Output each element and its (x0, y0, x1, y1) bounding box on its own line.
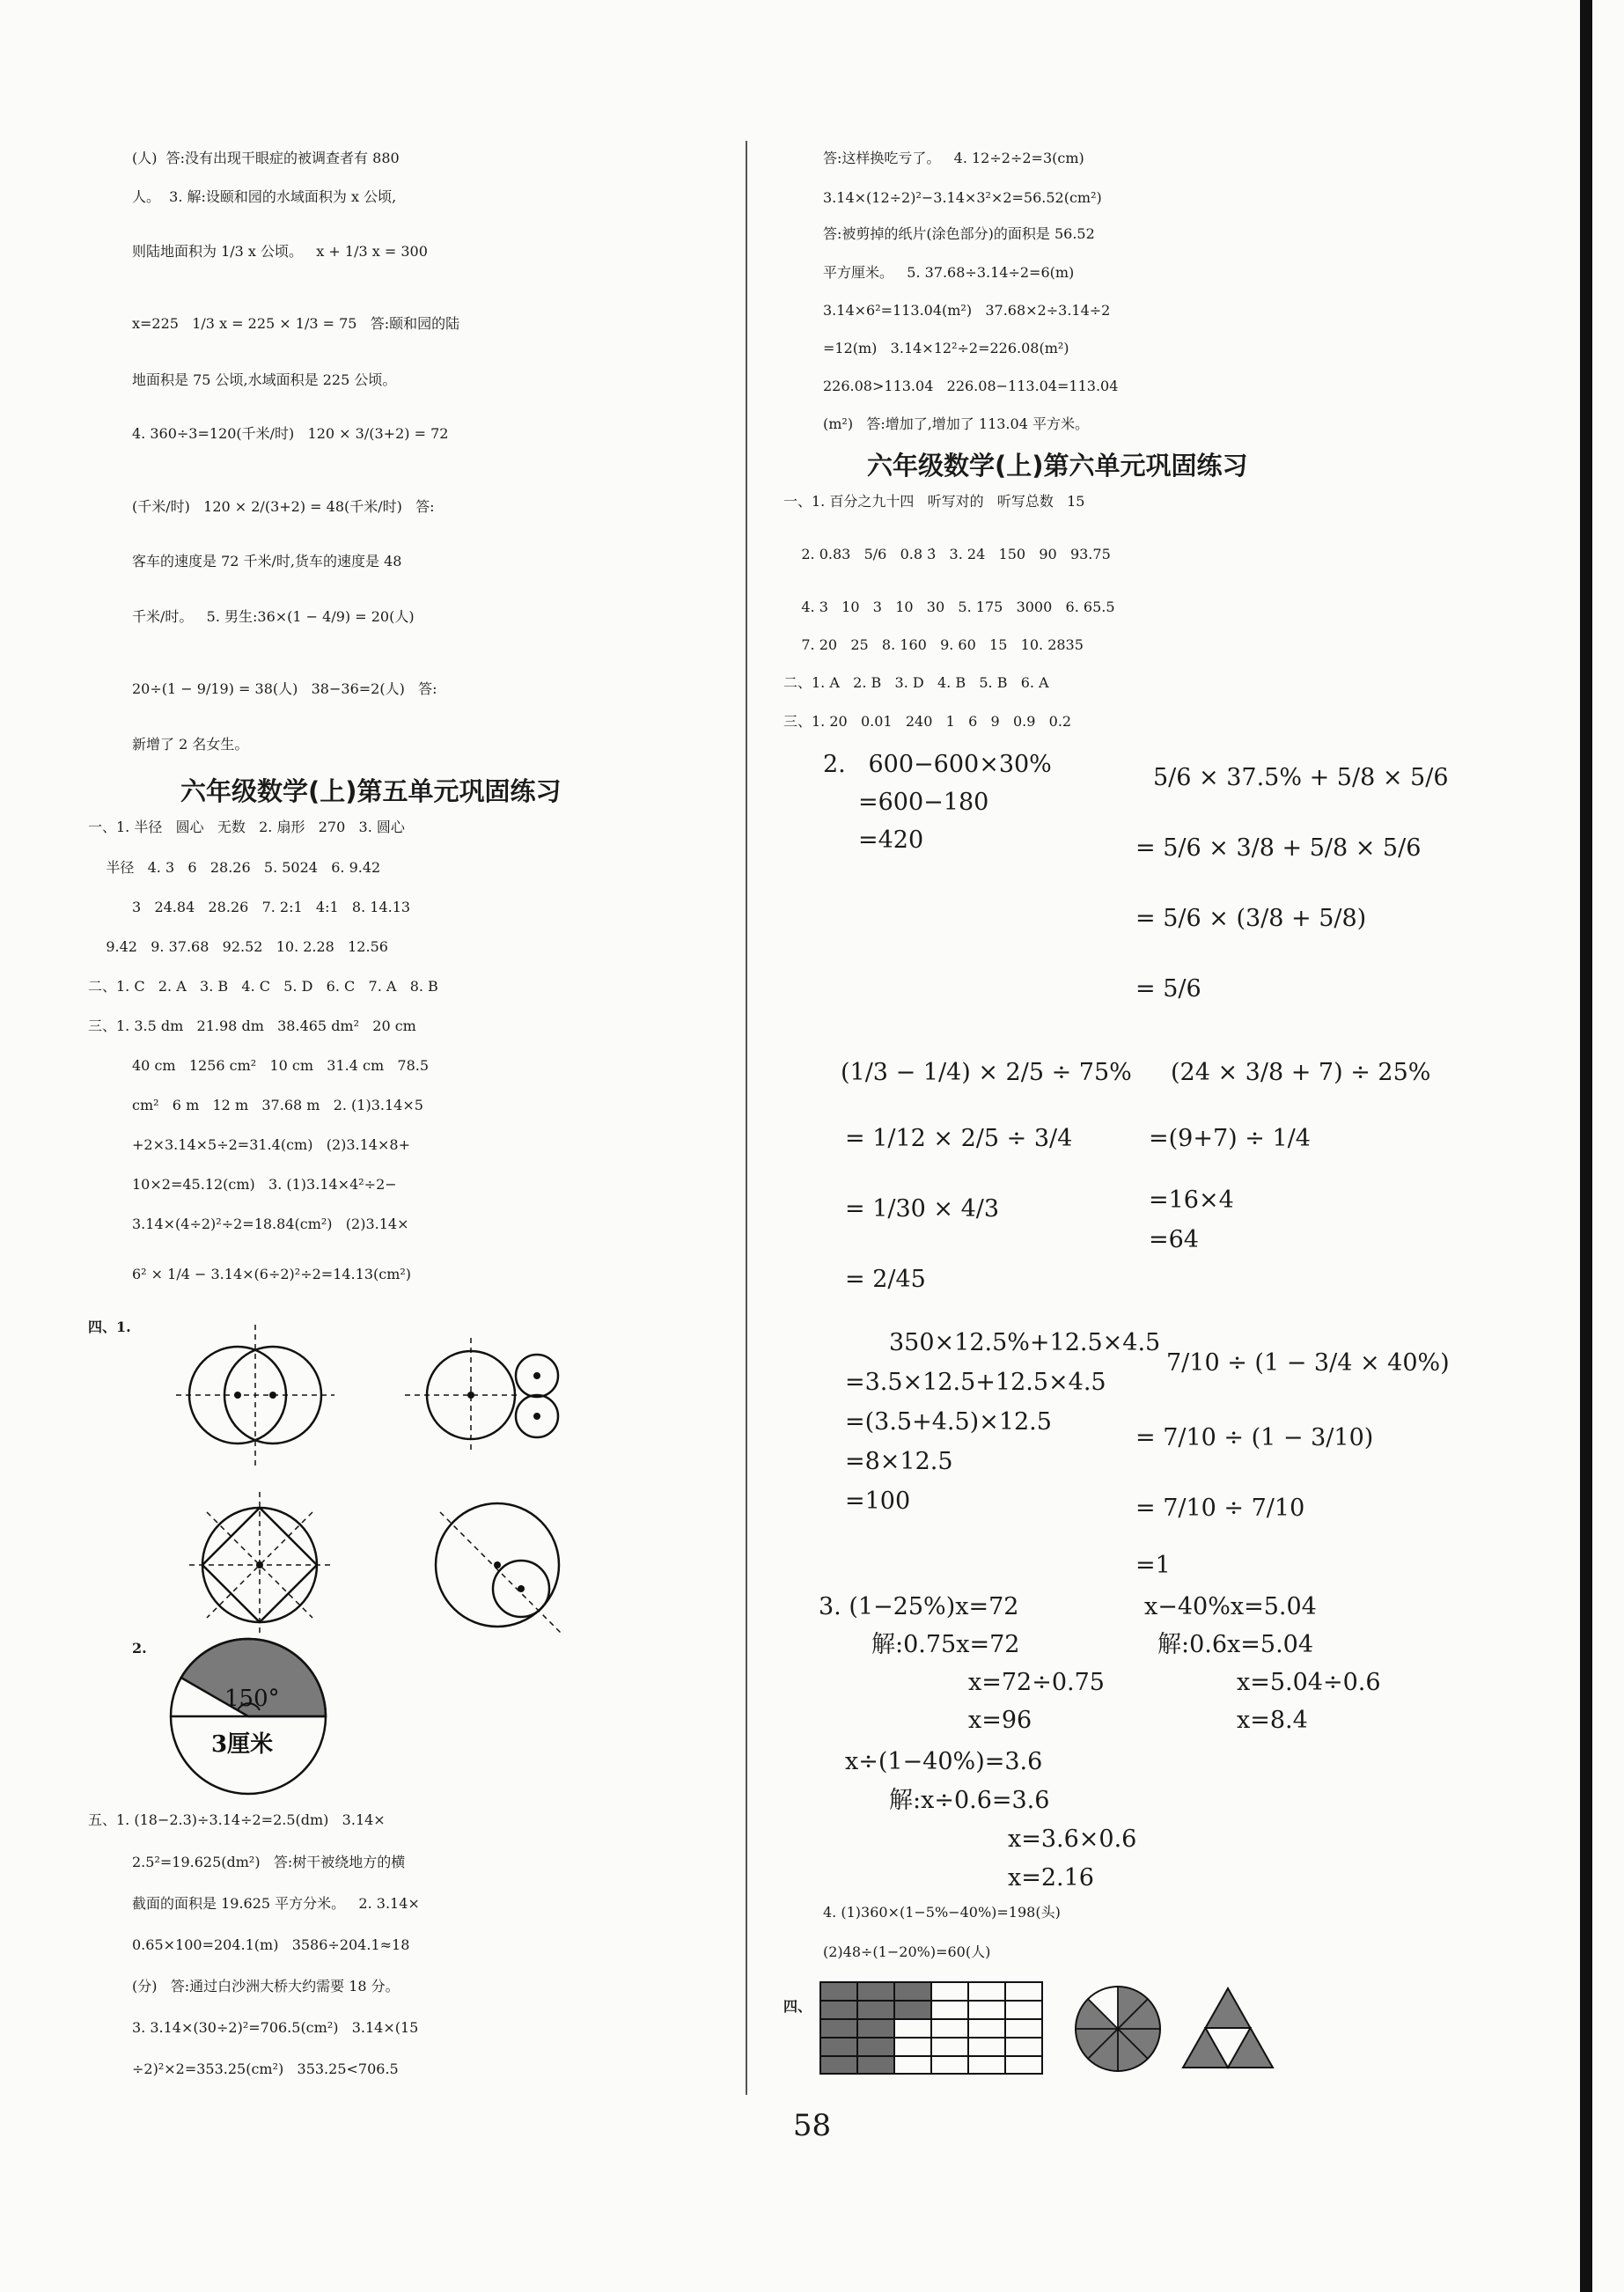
calc-line: (24 × 3/8 + 7) ÷ 25% (1171, 1059, 1431, 1086)
calc-line: =64 (1149, 1226, 1199, 1253)
text-line: 一、1. 百分之九十四 听写对的 听写总数 15 (783, 493, 1085, 510)
calc-line: = 5/6 × (3/8 + 5/8) (1135, 905, 1367, 932)
eq-line: x÷(1−40%)=3.6 (845, 1748, 1043, 1775)
text-line: 千米/时。 5. 男生:36×(1 − 4/9) = 20(人) (132, 608, 415, 625)
text-line: 3.14×6²=113.04(m²) 37.68×2÷3.14÷2 (823, 302, 1111, 319)
text-line: =12(m) 3.14×12²÷2=226.08(m²) (823, 340, 1069, 356)
calc-line: =(9+7) ÷ 1/4 (1149, 1125, 1311, 1152)
text-line: 4. 3 10 3 10 30 5. 175 3000 6. 65.5 (783, 599, 1115, 615)
text-line: x=225 1/3 x = 225 × 1/3 = 75 答:颐和园的陆 (132, 315, 460, 332)
text-line: 地面积是 75 公顷,水域面积是 225 公顷。 (132, 371, 397, 388)
text-line: (人) 答:没有出现干眼症的被调查者有 880 (132, 150, 400, 166)
text-line: 三、1. 3.5 dm 21.98 dm 38.465 dm² 20 cm (88, 1017, 416, 1034)
calc-line: =100 (845, 1488, 911, 1515)
calc-line: = 7/10 ÷ 7/10 (1135, 1495, 1305, 1522)
eq-line: 解:x÷0.6=3.6 (889, 1787, 1050, 1814)
text-line: 客车的速度是 72 千米/时,货车的速度是 48 (132, 553, 402, 569)
text-line: 答:被剪掉的纸片(涂色部分)的面积是 56.52 (823, 225, 1095, 242)
text-line: 20÷(1 − 9/19) = 38(人) 38−36=2(人) 答: (132, 680, 437, 697)
text-line: 半径 4. 3 6 28.26 5. 5024 6. 9.42 (88, 859, 381, 876)
calc-line: = 2/45 (845, 1266, 926, 1293)
text-line: 2.5²=19.625(dm²) 答:树干被绕地方的横 (132, 1854, 406, 1870)
text-line: 4. (1)360×(1−5%−40%)=198(头) (823, 1904, 1061, 1921)
text-line: 一、1. 半径 圆心 无数 2. 扇形 270 3. 圆心 (88, 819, 405, 835)
eq-line: x−40%x=5.04 (1144, 1593, 1317, 1620)
eq-line: x=8.4 (1237, 1707, 1308, 1734)
text-line: 三、1. 20 0.01 240 1 6 9 0.9 0.2 (783, 713, 1072, 730)
figure-shaded-triangle (1179, 1985, 1276, 2073)
calc-line: =600−180 (858, 789, 989, 816)
figure-shaded-grid (819, 1980, 1047, 2077)
eq-line: x=3.6×0.6 (1008, 1826, 1137, 1853)
text-line: +2×3.14×5÷2=31.4(cm) (2)3.14×8+ (132, 1136, 410, 1153)
text-line: (m²) 答:增加了,增加了 113.04 平方米。 (823, 415, 1089, 432)
text-line: cm² 6 m 12 m 37.68 m 2. (1)3.14×5 (132, 1097, 423, 1113)
text-line: 则陆地面积为 1/3 x 公顷。 x + 1/3 x = 300 (132, 243, 428, 260)
figure-shaded-circle (1069, 1980, 1166, 2077)
text-line: 6² × 1/4 − 3.14×(6÷2)²÷2=14.13(cm²) (132, 1266, 412, 1282)
calc-line: = 1/30 × 4/3 (845, 1195, 1000, 1223)
text-line: 人。 3. 解:设颐和园的水域面积为 x 公顷, (132, 188, 397, 205)
calc-line: 350×12.5%+12.5×4.5 (889, 1329, 1161, 1356)
eq-line: 解:0.6x=5.04 (1157, 1631, 1314, 1658)
calc-line: =3.5×12.5+12.5×4.5 (845, 1369, 1106, 1396)
page-number: 58 (792, 2108, 832, 2143)
eq-line: 解:0.75x=72 (871, 1631, 1020, 1658)
figure-two-circles (176, 1325, 334, 1466)
calc-line: 7/10 ÷ (1 − 3/4 × 40%) (1166, 1349, 1450, 1377)
text-line: 10×2=45.12(cm) 3. (1)3.14×4²÷2− (132, 1176, 397, 1193)
part4-label: 四、1. (88, 1319, 131, 1335)
text-line: ÷2)²×2=353.25(cm²) 353.25<706.5 (132, 2061, 399, 2077)
figure2-label: 2. (132, 1640, 147, 1657)
text-line: 4. 360÷3=120(千米/时) 120 × 3/(3+2) = 72 (132, 425, 449, 442)
figure-circle-square (180, 1488, 339, 1642)
text-line: (千米/时) 120 × 2/(3+2) = 48(千米/时) 答: (132, 498, 435, 515)
text-line: 3.14×(4÷2)²÷2=18.84(cm²) (2)3.14× (132, 1216, 409, 1232)
figure-sector-150 (163, 1637, 334, 1796)
text-line: 7. 20 25 8. 160 9. 60 15 10. 2835 (783, 636, 1084, 653)
section-title-unit5: 六年级数学(上)第五单元巩固练习 (180, 776, 562, 806)
eq-line: x=5.04÷0.6 (1237, 1669, 1381, 1696)
text-line: 二、1. C 2. A 3. B 4. C 5. D 6. C 7. A 8. B (88, 978, 438, 995)
text-line: 3 24.84 28.26 7. 2:1 4:1 8. 14.13 (132, 899, 411, 915)
figure-nested-circles (423, 1488, 581, 1642)
text-line: 平方厘米。 5. 37.68÷3.14÷2=6(m) (823, 264, 1075, 281)
text-line: 3. 3.14×(30÷2)²=706.5(cm²) 3.14×(15 (132, 2019, 419, 2036)
text-line: (分) 答:通过白沙洲大桥大约需要 18 分。 (132, 1978, 400, 1994)
eq-line: x=96 (968, 1707, 1032, 1734)
calc-line: =(3.5+4.5)×12.5 (845, 1408, 1052, 1436)
part4-label-right: 四、 (783, 1998, 812, 2015)
text-line: 答:这样换吃亏了。 4. 12÷2÷2=3(cm) (823, 150, 1084, 166)
text-line: 40 cm 1256 cm² 10 cm 31.4 cm 78.5 (132, 1057, 430, 1074)
page-edge-shadow (1580, 0, 1592, 2292)
text-line: 3.14×(12÷2)²−3.14×3²×2=56.52(cm²) (823, 189, 1102, 206)
column-divider (746, 141, 747, 2095)
eq-line: 3. (1−25%)x=72 (819, 1593, 1019, 1620)
calc-line: =8×12.5 (845, 1448, 953, 1475)
text-line: 新增了 2 名女生。 (132, 736, 249, 753)
calc-line: =420 (858, 826, 924, 854)
calc-line: = 1/12 × 2/5 ÷ 3/4 (845, 1125, 1073, 1152)
calc-line: =1 (1135, 1552, 1171, 1579)
calc-line: =16×4 (1149, 1186, 1234, 1214)
calc-line: 2. 600−600×30% (823, 751, 1052, 778)
text-line: 0.65×100=204.1(m) 3586÷204.1≈18 (132, 1936, 410, 1953)
text-line: 五、1. (18−2.3)÷3.14÷2=2.5(dm) 3.14× (88, 1811, 386, 1828)
calc-line: = 5/6 (1135, 975, 1201, 1003)
figure-three-circles (405, 1325, 572, 1466)
calc-line: = 5/6 × 3/8 + 5/8 × 5/6 (1135, 834, 1422, 862)
text-line: 截面的面积是 19.625 平方分米。 2. 3.14× (132, 1895, 420, 1912)
section-title-unit6: 六年级数学(上)第六单元巩固练习 (867, 451, 1248, 481)
text-line: 9.42 9. 37.68 92.52 10. 2.28 12.56 (88, 938, 388, 955)
text-line: 二、1. A 2. B 3. D 4. B 5. B 6. A (783, 674, 1049, 691)
sector-angle-label: 150° (224, 1686, 280, 1712)
text-line: 226.08>113.04 226.08−113.04=113.04 (823, 378, 1119, 394)
eq-line: x=72÷0.75 (968, 1669, 1105, 1696)
calc-line: = 7/10 ÷ (1 − 3/10) (1135, 1424, 1374, 1451)
eq-line: x=2.16 (1008, 1864, 1094, 1892)
calc-line: 5/6 × 37.5% + 5/8 × 5/6 (1153, 764, 1449, 791)
text-line: (2)48÷(1−20%)=60(人) (823, 1943, 991, 1960)
text-line: 2. 0.83 5/6 0.8 3̇ 3. 24 150 90 93.75 (783, 546, 1111, 562)
calc-line: (1/3 − 1/4) × 2/5 ÷ 75% (841, 1059, 1132, 1086)
sector-radius-label: 3厘米 (211, 1731, 274, 1758)
